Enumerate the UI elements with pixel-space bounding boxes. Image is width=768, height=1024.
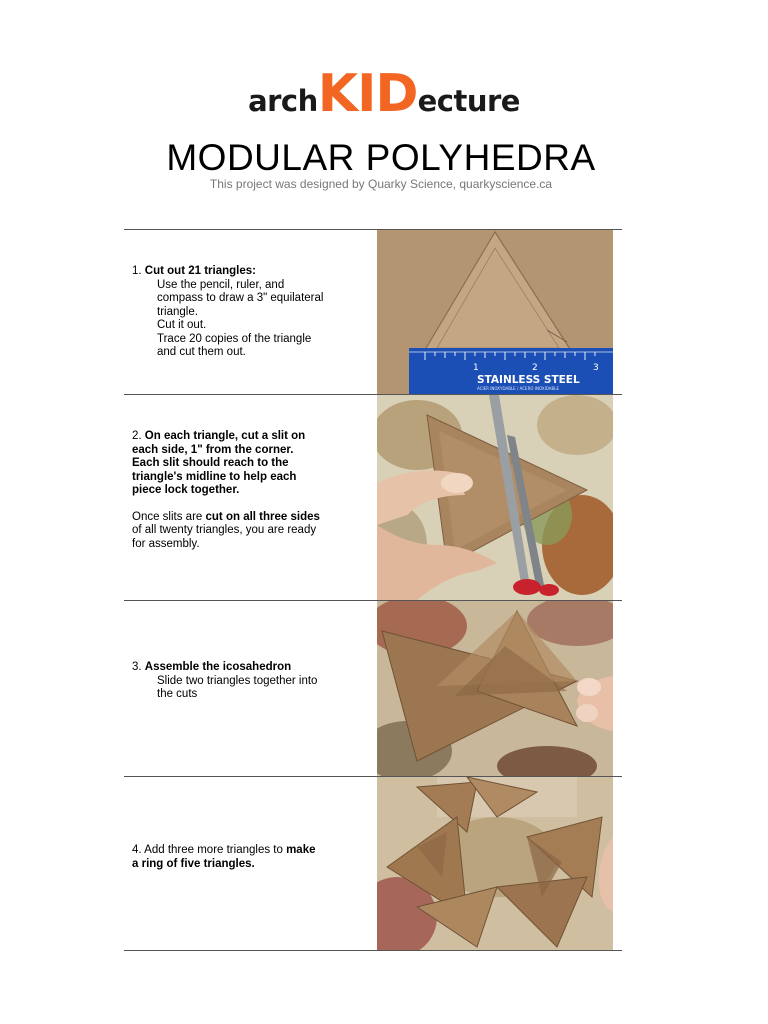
- step-1-photo: [377, 230, 613, 394]
- step-4-text: [132, 844, 384, 871]
- step-line: of all twenty triangles, you are ready: [132, 524, 317, 536]
- step-line: Trace 20 copies of the triangle: [157, 332, 312, 345]
- step-3-text: [132, 661, 384, 702]
- step-heading: Cut out 21 triangles:: [144, 265, 256, 277]
- step-line: compass to draw a 3" equilateral: [157, 292, 324, 304]
- step-number: 2.: [132, 430, 142, 442]
- step-bold-line: each side, 1" from the corner.: [132, 443, 294, 456]
- step-bold-text: cut on all three sides: [205, 510, 320, 523]
- ruler-mark: 1: [473, 363, 479, 373]
- ruler-mark: 3: [593, 363, 599, 373]
- step-1-text: [132, 265, 384, 360]
- step-3-photo: [377, 601, 613, 776]
- step-line: the cuts: [157, 688, 198, 700]
- row-divider: [124, 950, 622, 951]
- step-number: 3.: [132, 661, 142, 673]
- step-bold-line: On each triangle, cut a slit on: [144, 430, 306, 442]
- ruler-subtext: ACIER INOXYDABLE / ACERO INOXIDABLE: [477, 386, 560, 391]
- step-bold-line: triangle's midline to help each: [132, 470, 297, 483]
- step-line: Slide two triangles together into: [157, 674, 318, 687]
- step-line: triangle.: [157, 305, 198, 318]
- logo-kid: KID: [317, 64, 418, 124]
- credit-line: This project was designed by Quarky Science, quarkyscience.ca: [209, 177, 553, 191]
- logo-arch: arch: [248, 84, 318, 118]
- step-bold-text: a ring of five triangles.: [132, 857, 255, 870]
- step-text: Once slits are: [132, 510, 206, 523]
- logo-ecture: ecture: [417, 84, 520, 118]
- step-line: Use the pencil, ruler, and: [157, 278, 285, 291]
- step-number: 4.: [132, 844, 142, 856]
- step-bold-text: make: [286, 844, 316, 856]
- page-title: MODULAR POLYHEDRA: [166, 137, 596, 178]
- step-4-photo: [377, 777, 613, 950]
- step-line: and cut them out.: [157, 346, 246, 358]
- ruler-mark: 2: [532, 363, 538, 373]
- step-bold-line: Each slit should reach to the: [132, 457, 289, 469]
- step-2-text: [132, 430, 384, 551]
- step-heading: Assemble the icosahedron: [144, 661, 292, 673]
- step-number: 1.: [132, 265, 142, 277]
- step-text: Add three more triangles to: [144, 844, 287, 856]
- step-bold-line: piece lock together.: [132, 484, 240, 496]
- ruler-brand: STAINLESS STEEL: [477, 374, 580, 386]
- archkidecture-logo: [0, 64, 768, 124]
- step-2-photo: [377, 395, 613, 600]
- step-line: for assembly.: [132, 537, 200, 550]
- step-line: Cut it out.: [157, 319, 207, 331]
